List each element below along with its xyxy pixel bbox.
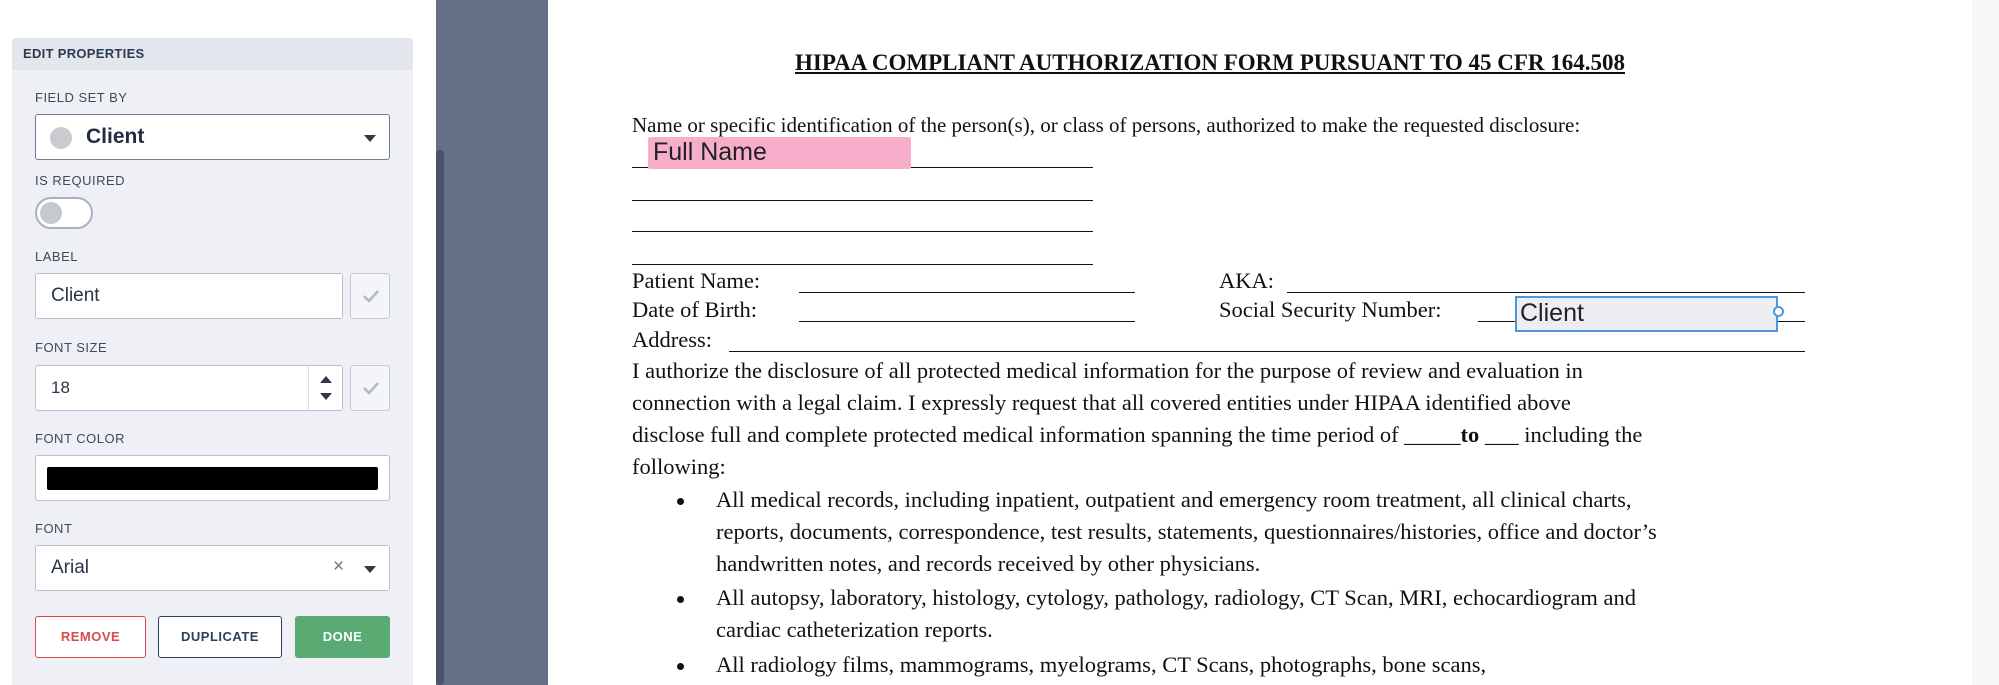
remove-button[interactable]: REMOVE [35, 616, 146, 658]
ssn-label: Social Security Number: [1219, 297, 1442, 322]
bullet-2-line-2: cardiac catheterization reports. [716, 617, 993, 642]
auth-line-1: I authorize the disclosure of all protected medical information for the purpose of review and evaluation in [632, 358, 1583, 383]
font-size-value: 18 [51, 378, 70, 397]
bullet-dot [677, 596, 684, 603]
stepper-down-icon[interactable] [320, 393, 332, 400]
blank-line [632, 200, 1093, 201]
field-set-by-select[interactable] [35, 114, 390, 160]
panel-scrollbar[interactable] [436, 150, 444, 685]
font-size-input[interactable] [35, 365, 343, 411]
duplicate-button[interactable]: DUPLICATE [158, 616, 282, 658]
full-name-field-label: Full Name [653, 138, 767, 166]
bullet-2-line-1: All autopsy, laboratory, histology, cytology, pathology, radiology, CT Scan, MRI, echocardiogram and [716, 585, 1637, 610]
is-required-label: IS REQUIRED [35, 173, 126, 188]
panel-header [12, 38, 413, 70]
document-title: HIPAA COMPLIANT AUTHORIZATION FORM PURSUANT TO 45 CFR 164.508 [795, 50, 1625, 75]
aka-label: AKA: [1219, 268, 1274, 293]
font-color-picker[interactable] [35, 455, 390, 501]
blank-line [632, 231, 1093, 232]
label-label: LABEL [35, 249, 78, 264]
field-set-by-label: FIELD SET BY [35, 90, 128, 105]
to-word: to [1460, 422, 1480, 447]
patient-name-label: Patient Name: [632, 268, 761, 293]
is-required-toggle[interactable] [35, 197, 93, 229]
font-color-swatch [47, 467, 378, 490]
dob-line [799, 321, 1135, 322]
address-line [729, 351, 1805, 352]
label-confirm-button[interactable] [350, 273, 390, 319]
font-size-label: FONT SIZE [35, 340, 108, 355]
font-select[interactable] [35, 545, 390, 591]
auth-line-4: following: [632, 454, 726, 479]
label-input[interactable] [35, 273, 343, 319]
font-size-stepper[interactable] [308, 365, 342, 411]
auth-line-3-end: ___ including the [1479, 422, 1643, 447]
patient-name-line [799, 292, 1135, 293]
edit-properties-panel [0, 0, 436, 685]
check-icon [362, 288, 380, 304]
font-size-confirm-button[interactable] [350, 365, 390, 411]
field-set-by-value: Client [86, 125, 145, 148]
bullet-1-line-2: reports, documents, correspondence, test results, statements, questionnaires/histories, office and doctor’s [716, 519, 1657, 544]
panel-title: EDIT PROPERTIES [23, 46, 145, 61]
bullet-dot [677, 498, 684, 505]
document-page [548, 0, 1972, 685]
client-field-label: Client [1520, 299, 1584, 327]
done-button[interactable]: DONE [295, 616, 390, 658]
font-select-value: Arial [51, 557, 90, 578]
chevron-down-icon [364, 566, 376, 573]
client-field-selected[interactable] [1515, 296, 1778, 332]
dob-label: Date of Birth: [632, 297, 757, 322]
font-color-label: FONT COLOR [35, 431, 125, 446]
stepper-up-icon[interactable] [320, 376, 332, 383]
page-edge [1972, 0, 1999, 685]
aka-line [1287, 292, 1805, 293]
bullet-dot [677, 663, 684, 670]
clear-icon[interactable]: × [333, 556, 345, 577]
bullet-1-line-1: All medical records, including inpatient, outpatient and emergency room treatment, all clinical charts, [716, 487, 1632, 512]
chevron-down-icon [364, 135, 376, 142]
bullet-1-line-3: handwritten notes, and records received by other physicians. [716, 551, 1261, 576]
signer-color-dot [50, 127, 72, 149]
font-label: FONT [35, 521, 73, 536]
toggle-knob [40, 202, 62, 224]
auth-line-3-start: disclose full and complete protected medical information spanning the time period of _____ [632, 422, 1461, 447]
full-name-field[interactable] [648, 137, 911, 169]
resize-handle[interactable] [1773, 306, 1784, 317]
label-input-value: Client [51, 285, 100, 306]
auth-line-3 [632, 422, 1642, 448]
bullet-3-line-1: All radiology films, mammograms, myelograms, CT Scans, photographs, bone scans, [716, 652, 1487, 677]
address-label: Address: [632, 327, 712, 352]
intro-text: Name or specific identification of the person(s), or class of persons, authorized to make the requested disclosure: [632, 113, 1581, 137]
blank-line [632, 264, 1093, 265]
auth-line-2: connection with a legal claim. I expressly request that all covered entities under HIPAA identified above [632, 390, 1571, 415]
check-icon [362, 380, 380, 396]
